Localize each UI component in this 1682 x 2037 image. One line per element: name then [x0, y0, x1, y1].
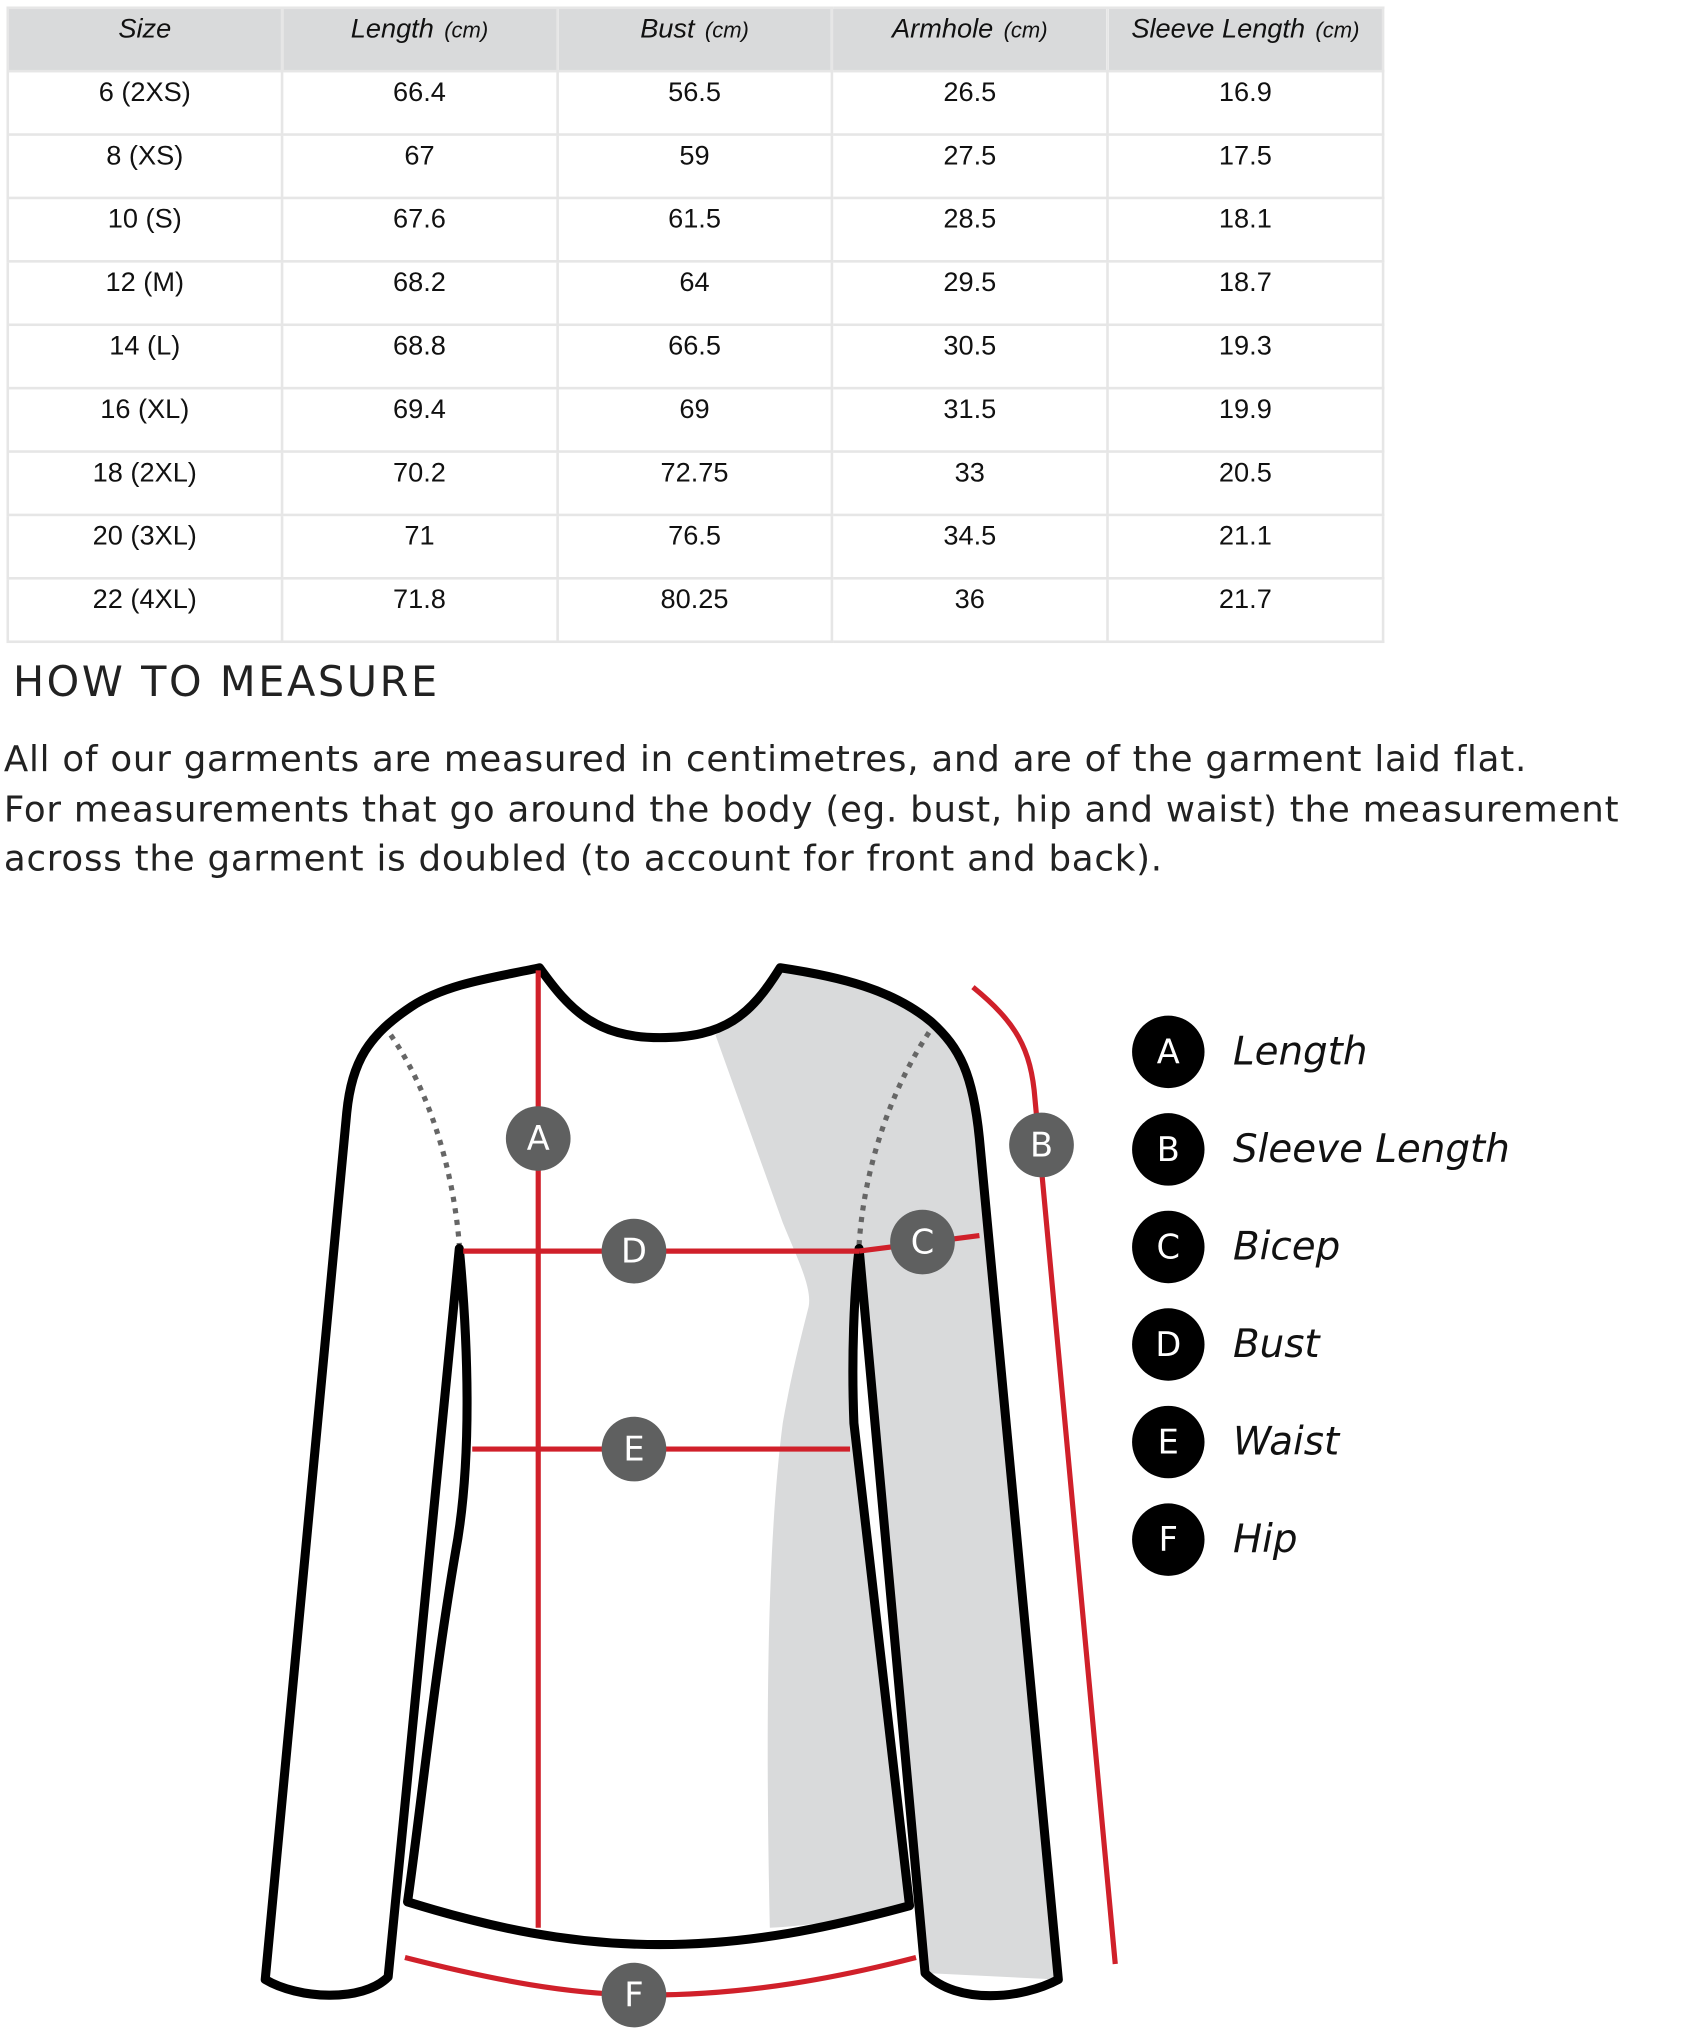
table-cell: 64	[557, 261, 832, 324]
table-cell: 70.2	[282, 452, 557, 515]
table-cell: 33	[832, 452, 1108, 515]
table-cell: 19.3	[1108, 325, 1383, 388]
table-cell: 20.5	[1108, 452, 1383, 515]
legend-letter: C	[1156, 1227, 1181, 1267]
marker-label: D	[621, 1231, 647, 1271]
table-cell: 18 (2XL)	[8, 452, 282, 515]
table-cell: 18.7	[1108, 261, 1383, 324]
table-cell: 69	[557, 388, 832, 451]
column-header-label: Armhole	[892, 14, 994, 44]
marker-label: F	[624, 1975, 644, 2015]
how-to-measure-heading: HOW TO MEASURE	[12, 657, 440, 707]
table-cell: 76.5	[557, 515, 832, 578]
marker-d	[602, 1219, 667, 1284]
marker-f	[602, 1963, 667, 2028]
legend-label: Sleeve Length	[1232, 1126, 1510, 1172]
table-cell: 28.5	[832, 198, 1108, 261]
table-cell: 72.75	[557, 452, 832, 515]
measurement-legend	[1132, 1016, 1510, 1576]
table-cell: 22 (4XL)	[8, 578, 282, 641]
legend-item-waist	[1132, 1406, 1341, 1478]
column-header-unit: (cm)	[444, 18, 489, 43]
table-cell: 27.5	[832, 135, 1108, 198]
legend-letter: D	[1155, 1325, 1182, 1365]
marker-b	[1009, 1113, 1074, 1178]
marker-label: C	[910, 1222, 935, 1262]
marker-a	[506, 1106, 571, 1171]
column-header-label: Length	[350, 14, 434, 44]
table-cell: 68.2	[282, 261, 557, 324]
table-cell: 17.5	[1108, 135, 1383, 198]
marker-label: A	[526, 1119, 550, 1159]
table-cell: 21.1	[1108, 515, 1383, 578]
table-cell: 68.8	[282, 325, 557, 388]
table-cell: 34.5	[832, 515, 1108, 578]
column-header-label: Size	[118, 14, 172, 44]
table-cell: 10 (S)	[8, 198, 282, 261]
table-cell: 6 (2XS)	[8, 71, 282, 134]
legend-letter: F	[1158, 1520, 1178, 1560]
table-cell: 12 (M)	[8, 261, 282, 324]
left-armhole-seam	[391, 1035, 460, 1245]
table-cell: 18.1	[1108, 198, 1383, 261]
legend-label: Bust	[1232, 1322, 1320, 1368]
table-cell: 59	[557, 135, 832, 198]
table-cell: 67	[282, 135, 557, 198]
table-cell: 66.5	[557, 325, 832, 388]
text-line: For measurements that go around the body (eg. bust, hip and waist) the measurement	[3, 788, 1620, 830]
marker-label: B	[1029, 1125, 1054, 1165]
table-cell: 31.5	[832, 388, 1108, 451]
table-cell: 19.9	[1108, 388, 1383, 451]
legend-label: Hip	[1232, 1517, 1298, 1563]
table-cell: 66.4	[282, 71, 557, 134]
table-cell: 16.9	[1108, 71, 1383, 134]
table-cell: 20 (3XL)	[8, 515, 282, 578]
legend-item-hip	[1132, 1503, 1298, 1575]
table-cell: 80.25	[557, 578, 832, 641]
table-cell: 26.5	[832, 71, 1108, 134]
table-cell: 67.6	[282, 198, 557, 261]
text-line: All of our garments are measured in centimetres, and are of the garment laid flat.	[3, 738, 1528, 781]
legend-letter: A	[1156, 1032, 1180, 1072]
column-header-unit: (cm)	[704, 18, 749, 43]
table-cell: 69.4	[282, 388, 557, 451]
legend-item-bust	[1132, 1308, 1321, 1380]
table-cell: 56.5	[557, 71, 832, 134]
column-header-unit: (cm)	[1003, 18, 1048, 43]
table-cell: 61.5	[557, 198, 832, 261]
table-cell: 8 (XS)	[8, 135, 282, 198]
legend-label: Length	[1232, 1029, 1368, 1075]
marker-e	[602, 1417, 667, 1482]
table-cell: 36	[832, 578, 1108, 641]
table-cell: 14 (L)	[8, 325, 282, 388]
legend-item-length	[1132, 1016, 1367, 1088]
legend-item-sleeve-length	[1132, 1113, 1510, 1185]
table-cell: 71	[282, 515, 557, 578]
marker-c	[890, 1210, 955, 1275]
column-header-unit: (cm)	[1315, 18, 1360, 43]
table-cell: 16 (XL)	[8, 388, 282, 451]
text-line: across the garment is doubled (to account for front and back).	[3, 838, 1163, 880]
legend-letter: B	[1156, 1129, 1180, 1169]
table-cell: 29.5	[832, 261, 1108, 324]
legend-letter: E	[1157, 1422, 1179, 1462]
legend-item-bicep	[1132, 1211, 1340, 1283]
table-cell: 21.7	[1108, 578, 1383, 641]
legend-label: Waist	[1232, 1419, 1340, 1465]
legend-label: Bicep	[1232, 1224, 1341, 1270]
marker-label: E	[623, 1429, 645, 1469]
table-cell: 71.8	[282, 578, 557, 641]
column-header-label: Sleeve Length	[1131, 14, 1306, 44]
table-cell: 30.5	[832, 325, 1108, 388]
column-header-label: Bust	[640, 14, 695, 44]
